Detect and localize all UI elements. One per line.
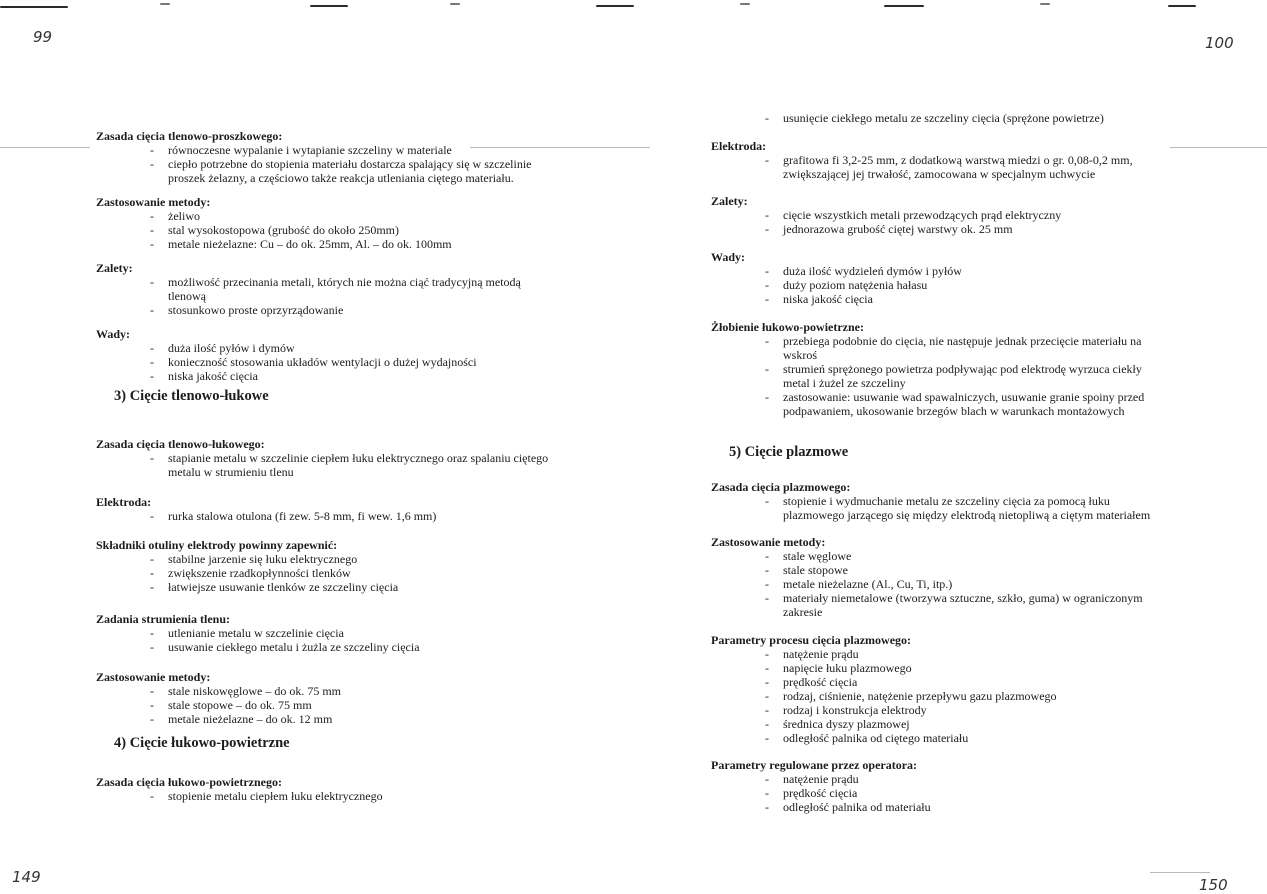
scan-artifact (596, 5, 634, 7)
list-item-text: metale nieżelazne – do ok. 12 mm (168, 712, 333, 726)
section-title: 3) Cięcie tlenowo-łukowe (114, 388, 269, 404)
list-item-text: zwiększającej jej trwałość, zamocowana w specjalnym uchwycie (783, 167, 1096, 181)
scan-artifact (450, 3, 460, 5)
bullet-dash: - (150, 640, 154, 654)
bullet-dash: - (150, 143, 154, 157)
list-item-text: stale węglowe (783, 549, 852, 563)
bullet-dash: - (150, 789, 154, 803)
list-item-text: zwiększenie rzadkopłynności tlenków (168, 566, 351, 580)
scan-artifact (1170, 147, 1267, 148)
section-heading: Parametry regulowane przez operatora: (711, 758, 918, 772)
bullet-dash: - (765, 494, 769, 508)
section-heading: Wady: (96, 327, 131, 341)
bullet-dash: - (150, 303, 154, 317)
bullet-dash: - (150, 451, 154, 465)
scan-artifact (884, 5, 924, 7)
list-item-text: metale nieżelazne (Al., Cu, Ti, itp.) (783, 577, 953, 591)
section-heading: Zastosowanie metody: (96, 670, 211, 684)
section-heading: Żłobienie łukowo-powietrzne: (711, 320, 864, 334)
bullet-dash: - (150, 157, 154, 171)
list-item-text: ciepło potrzebne do stopienia materiału dostarcza spalający się w szczelinie (168, 157, 532, 171)
list-item-text: łatwiejsze usuwanie tlenków ze szczeliny cięcia (168, 580, 399, 594)
bullet-dash: - (150, 341, 154, 355)
list-item-text: wskroś (783, 348, 818, 362)
list-item-text: średnica dyszy plazmowej (783, 717, 910, 731)
section-heading: Zalety: (96, 261, 133, 275)
bullet-dash: - (765, 549, 769, 563)
list-item-text: żeliwo (168, 209, 200, 223)
list-item-text: rurka stalowa otulona (fi zew. 5-8 mm, fi wew. 1,6 mm) (168, 509, 437, 523)
scan-artifact (0, 147, 90, 148)
bullet-dash: - (765, 661, 769, 675)
bullet-dash: - (765, 362, 769, 376)
list-item-text: podpawaniem, ukosowanie brzegów blach w warunkach montażowych (783, 404, 1125, 418)
bullet-dash: - (150, 209, 154, 223)
list-item-text: odległość palnika od ciętego materiału (783, 731, 969, 745)
bullet-dash: - (765, 334, 769, 348)
bullet-dash: - (765, 292, 769, 306)
list-item-text: stopienie metalu ciepłem łuku elektrycznego (168, 789, 383, 803)
bullet-dash: - (150, 698, 154, 712)
section-heading: Elektroda: (711, 139, 767, 153)
scan-artifact (470, 147, 650, 148)
list-item-text: niska jakość cięcia (783, 292, 873, 306)
bullet-dash: - (150, 552, 154, 566)
list-item-text: równoczesne wypalanie i wytapianie szczeliny w materiale (168, 143, 452, 157)
handwritten-footer-number: 150 (1199, 876, 1228, 894)
list-item-text: stapianie metalu w szczelinie ciepłem łuku elektrycznego oraz spalaniu ciętego (168, 451, 549, 465)
list-item-text: plazmowego jarzącego się między elektrodą nietopliwą a ciętym materiałem (783, 508, 1151, 522)
scan-artifact (1150, 872, 1210, 873)
bullet-dash: - (150, 355, 154, 369)
list-item-text: utlenianie metalu w szczelinie cięcia (168, 626, 344, 640)
handwritten-page-number: 100 (1205, 34, 1234, 52)
scan-artifact (0, 6, 68, 8)
scan-artifact (740, 3, 750, 5)
bullet-dash: - (765, 675, 769, 689)
list-item-text: metale nieżelazne: Cu – do ok. 25mm, Al. – do ok. 100mm (168, 237, 452, 251)
list-item-text: napięcie łuku plazmowego (783, 661, 912, 675)
bullet-dash: - (765, 717, 769, 731)
bullet-dash: - (150, 237, 154, 251)
bullet-dash: - (150, 580, 154, 594)
bullet-dash: - (150, 275, 154, 289)
bullet-dash: - (765, 222, 769, 236)
list-item-text: duża ilość wydzieleń dymów i pyłów (783, 264, 962, 278)
section-heading: Zasada cięcia tlenowo-łukowego: (96, 437, 265, 451)
list-item-text: usunięcie ciekłego metalu ze szczeliny cięcia (sprężone powietrze) (783, 111, 1104, 125)
list-item-text: rodzaj i konstrukcja elektrody (783, 703, 927, 717)
bullet-dash: - (150, 509, 154, 523)
bullet-dash: - (765, 772, 769, 786)
list-item-text: niska jakość cięcia (168, 369, 258, 383)
bullet-dash: - (150, 626, 154, 640)
bullet-dash: - (150, 369, 154, 383)
section-heading: Zasada cięcia tlenowo-proszkowego: (96, 129, 283, 143)
list-item-text: stal wysokostopowa (grubość do około 250mm) (168, 223, 399, 237)
scan-artifact (310, 5, 348, 7)
list-item-text: natężenie prądu (783, 647, 859, 661)
section-title: 5) Cięcie plazmowe (729, 444, 849, 460)
bullet-dash: - (150, 223, 154, 237)
left-page (0, 0, 633, 893)
list-item-text: stale stopowe (783, 563, 848, 577)
list-item-text: rodzaj, ciśnienie, natężenie przepływu gazu plazmowego (783, 689, 1057, 703)
list-item-text: konieczność stosowania układów wentylacji o dużej wydajności (168, 355, 477, 369)
bullet-dash: - (765, 264, 769, 278)
list-item-text: przebiega podobnie do cięcia, nie następuje jednak przecięcie materiału na (783, 334, 1142, 348)
bullet-dash: - (765, 689, 769, 703)
list-item-text: stosunkowo proste oprzyrządowanie (168, 303, 344, 317)
list-item-text: metalu w strumieniu tlenu (168, 465, 294, 479)
bullet-dash: - (765, 591, 769, 605)
list-item-text: zakresie (783, 605, 823, 619)
section-heading: Elektroda: (96, 495, 152, 509)
list-item-text: strumień sprężonego powietrza podpływając pod elektrodę wyrzuca ciekły (783, 362, 1142, 376)
section-heading: Parametry procesu cięcia plazmowego: (711, 633, 912, 647)
bullet-dash: - (765, 647, 769, 661)
section-heading: Zalety: (711, 194, 748, 208)
scan-artifact (160, 3, 170, 5)
bullet-dash: - (765, 153, 769, 167)
list-item-text: natężenie prądu (783, 772, 859, 786)
bullet-dash: - (765, 563, 769, 577)
section-heading: Zadania strumienia tlenu: (96, 612, 231, 626)
scan-artifact (1168, 5, 1196, 7)
section-heading: Zasada cięcia plazmowego: (711, 480, 851, 494)
bullet-dash: - (765, 800, 769, 814)
right-page (633, 0, 1267, 893)
section-heading: Składniki otuliny elektrody powinny zapewnić: (96, 538, 338, 552)
list-item-text: prędkość cięcia (783, 786, 858, 800)
list-item-text: tlenową (168, 289, 206, 303)
bullet-dash: - (765, 577, 769, 591)
section-title: 4) Cięcie łukowo-powietrzne (114, 735, 290, 751)
section-heading: Zastosowanie metody: (96, 195, 211, 209)
section-heading: Zasada cięcia łukowo-powietrznego: (96, 775, 282, 789)
list-item-text: usuwanie ciekłego metalu i żużla ze szczeliny cięcia (168, 640, 420, 654)
list-item-text: stale niskowęglowe – do ok. 75 mm (168, 684, 341, 698)
list-item-text: proszek żelazny, a częściowo także reakcja utleniania ciętego materiału. (168, 171, 514, 185)
section-heading: Zastosowanie metody: (711, 535, 826, 549)
scan-artifact (1040, 3, 1050, 5)
list-item-text: stopienie i wydmuchanie metalu ze szczeliny cięcia za pomocą łuku (783, 494, 1110, 508)
handwritten-footer-number: 149 (12, 868, 41, 886)
list-item-text: duży poziom natężenia hałasu (783, 278, 928, 292)
bullet-dash: - (765, 208, 769, 222)
bullet-dash: - (765, 703, 769, 717)
list-item-text: odległość palnika od materiału (783, 800, 931, 814)
list-item-text: jednorazowa grubość ciętej warstwy ok. 25 mm (783, 222, 1013, 236)
bullet-dash: - (150, 566, 154, 580)
list-item-text: grafitowa fi 3,2-25 mm, z dodatkową warstwą miedzi o gr. 0,08-0,2 mm, (783, 153, 1133, 167)
list-item-text: duża ilość pyłów i dymów (168, 341, 295, 355)
list-item-text: możliwość przecinania metali, których nie można ciąć tradycyjną metodą (168, 275, 521, 289)
section-heading: Wady: (711, 250, 746, 264)
bullet-dash: - (150, 684, 154, 698)
bullet-dash: - (765, 390, 769, 404)
list-item-text: stale stopowe – do ok. 75 mm (168, 698, 312, 712)
bullet-dash: - (150, 712, 154, 726)
bullet-dash: - (765, 278, 769, 292)
bullet-dash: - (765, 111, 769, 125)
list-item-text: materiały niemetalowe (tworzywa sztuczne, szkło, guma) w ograniczonym (783, 591, 1143, 605)
list-item-text: zastosowanie: usuwanie wad spawalniczych, usuwanie granie spoiny przed (783, 390, 1145, 404)
list-item-text: metal i żużel ze szczeliny (783, 376, 906, 390)
bullet-dash: - (765, 731, 769, 745)
list-item-text: prędkość cięcia (783, 675, 858, 689)
list-item-text: stabilne jarzenie się łuku elektrycznego (168, 552, 358, 566)
handwritten-page-number: 99 (33, 28, 53, 46)
bullet-dash: - (765, 786, 769, 800)
list-item-text: cięcie wszystkich metali przewodzących prąd elektryczny (783, 208, 1062, 222)
